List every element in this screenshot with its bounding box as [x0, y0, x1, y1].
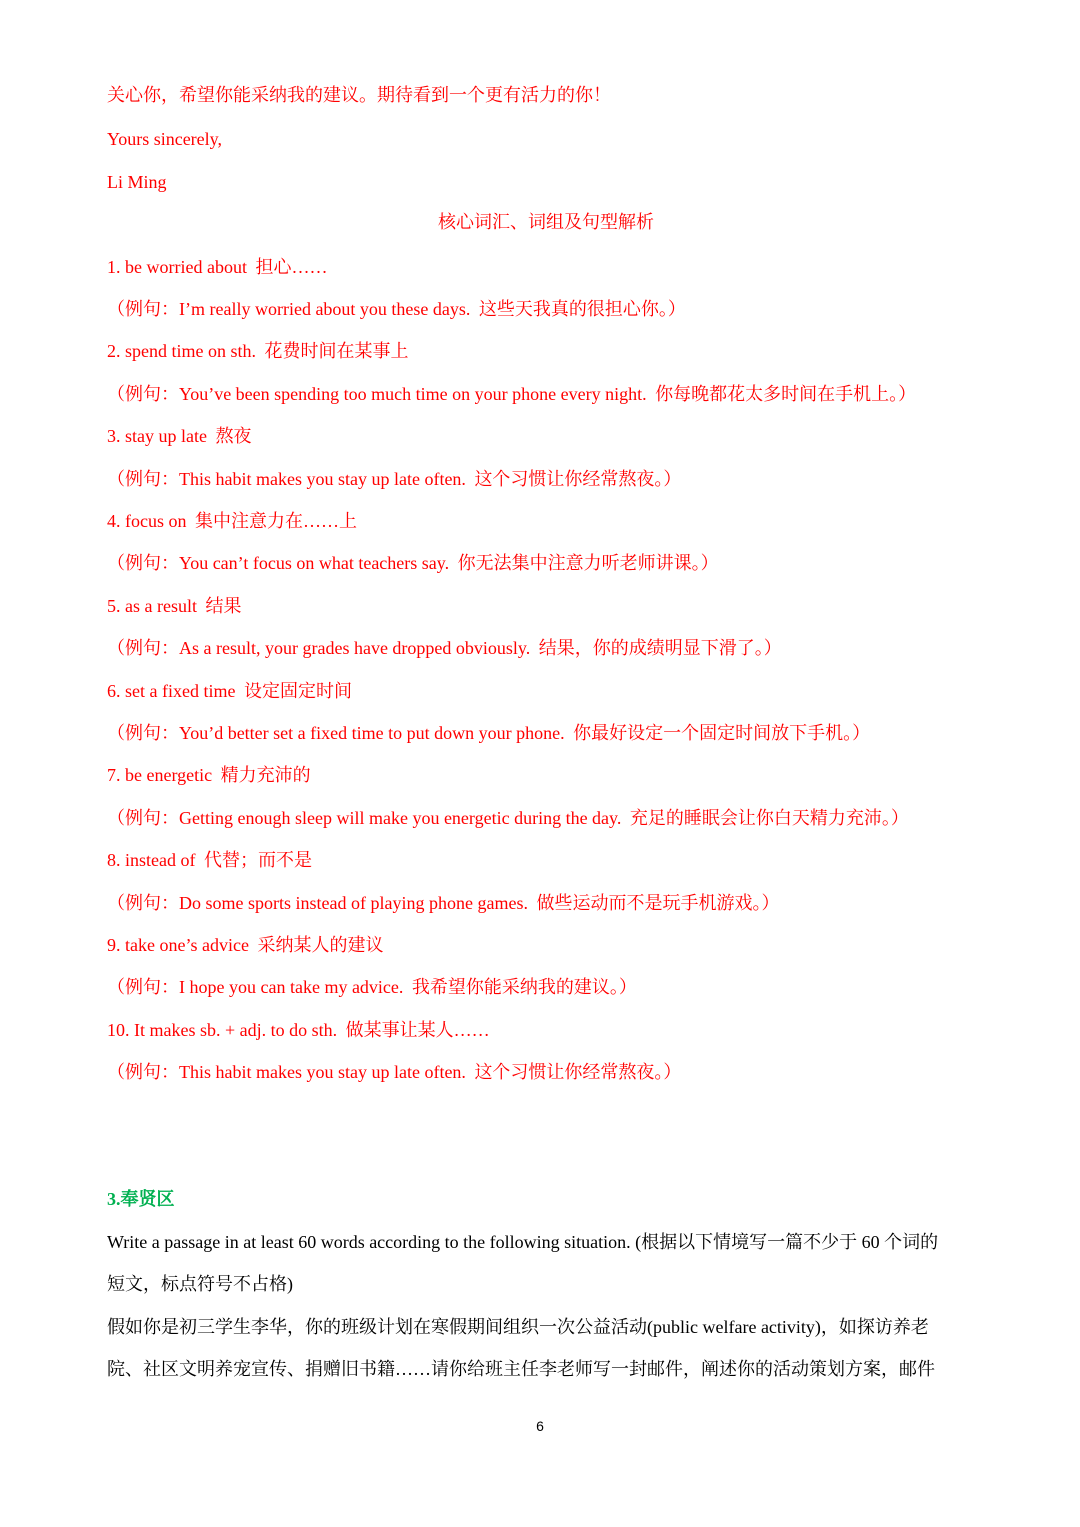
vocab-example: [107, 467, 681, 491]
vocab-example: [107, 975, 637, 999]
example-en: （例句：You’d better set a fixed time to put down your phone.: [107, 723, 565, 743]
example-en: （例句：Getting enough sleep will make you energetic during the day.: [107, 808, 622, 828]
task-instruction-line2: 短文，标点符号不占格): [107, 1274, 293, 1294]
example-zh: 充足的睡眠会让你白天精力充沛。）: [629, 808, 909, 828]
vocab-term: [107, 339, 409, 363]
term-meaning: 采纳某人的建议: [257, 935, 384, 955]
task-situation-line1: 假如你是初三学生李华，你的班级计划在寒假期间组织一次公益活动(public welfare activity)，如探访养老: [107, 1317, 929, 1337]
example-zh: 做些运动而不是玩手机游戏。）: [536, 893, 780, 913]
term-text: 8. instead of: [107, 850, 196, 870]
example-en: （例句：This habit makes you stay up late often.: [107, 1062, 466, 1082]
vocab-term: [107, 679, 352, 703]
term-meaning: 做某事让某人……: [345, 1020, 490, 1040]
vocab-term: [107, 933, 383, 957]
example-en: （例句：This habit makes you stay up late often.: [107, 469, 466, 489]
vocab-term: [107, 848, 312, 872]
term-text: 4. focus on: [107, 511, 187, 531]
example-en: （例句：As a result, your grades have dropped obviously.: [107, 638, 531, 658]
letter-closing-line: 关心你，希望你能采纳我的建议。期待看到一个更有活力的你！: [107, 85, 611, 105]
vocab-term: [107, 1018, 490, 1042]
term-text: 5. as a result: [107, 596, 197, 616]
example-en: （例句：I’m really worried about you these days.: [107, 299, 471, 319]
term-text: 2. spend time on sth.: [107, 341, 256, 361]
example-zh: 你无法集中注意力听老师讲课。）: [457, 553, 719, 573]
page-number: 6: [536, 1418, 544, 1434]
example-zh: 你每晚都花太多时间在手机上。）: [655, 384, 917, 404]
term-meaning: 代替；而不是: [203, 850, 312, 870]
example-en: （例句：I hope you can take my advice.: [107, 977, 404, 997]
example-zh: 你最好设定一个固定时间放下手机。）: [573, 723, 871, 743]
vocab-example: [107, 382, 916, 406]
vocab-example: [107, 551, 719, 575]
term-meaning: 熬夜: [215, 426, 252, 446]
example-zh: 这个习惯让你经常熬夜。）: [474, 1062, 682, 1082]
vocab-example: [107, 806, 909, 830]
vocab-term: [107, 594, 241, 618]
letter-signoff: Yours sincerely,: [107, 129, 222, 149]
example-en: （例句：You can’t focus on what teachers say.: [107, 553, 450, 573]
letter-signature: Li Ming: [107, 172, 167, 192]
vocab-example: [107, 1060, 681, 1084]
task-situation-line2: 院、社区文明养宠宣传、捐赠旧书籍……请你给班主任李老师写一封邮件，阐述你的活动策划方案，邮件: [107, 1359, 935, 1379]
vocab-term: [107, 509, 357, 533]
term-text: 1. be worried about: [107, 257, 247, 277]
vocab-term: [107, 763, 311, 787]
term-text: 3. stay up late: [107, 426, 207, 446]
example-zh: 我希望你能采纳我的建议。）: [411, 977, 637, 997]
vocab-example: [107, 891, 779, 915]
vocab-example: [107, 636, 782, 660]
task-heading: 3.奉贤区: [107, 1189, 175, 1209]
example-zh: 这个习惯让你经常熬夜。）: [474, 469, 682, 489]
vocab-example: [107, 297, 686, 321]
term-meaning: 精力充沛的: [220, 765, 311, 785]
term-text: 7. be energetic: [107, 765, 213, 785]
term-text: 6. set a fixed time: [107, 681, 236, 701]
section-title: 核心词汇、词组及句型解析: [438, 212, 654, 232]
example-en: （例句：You’ve been spending too much time on your phone every night.: [107, 384, 647, 404]
term-meaning: 集中注意力在……上: [195, 511, 357, 531]
term-text: 10. It makes sb. + adj. to do sth.: [107, 1020, 338, 1040]
vocab-example: [107, 721, 870, 745]
example-zh: 结果，你的成绩明显下滑了。）: [538, 638, 782, 658]
vocab-term: [107, 255, 327, 279]
term-meaning: 设定固定时间: [243, 681, 352, 701]
term-meaning: 结果: [205, 596, 242, 616]
term-meaning: 花费时间在某事上: [264, 341, 409, 361]
term-text: 9. take one’s advice: [107, 935, 249, 955]
term-meaning: 担心……: [255, 257, 328, 277]
task-instruction-line1: Write a passage in at least 60 words according to the following situation. (根据以下情境写一篇不少于 60 个词的: [107, 1232, 939, 1252]
example-zh: 这些天我真的很担心你。）: [478, 299, 686, 319]
example-en: （例句：Do some sports instead of playing phone games.: [107, 893, 528, 913]
vocab-term: [107, 424, 251, 448]
